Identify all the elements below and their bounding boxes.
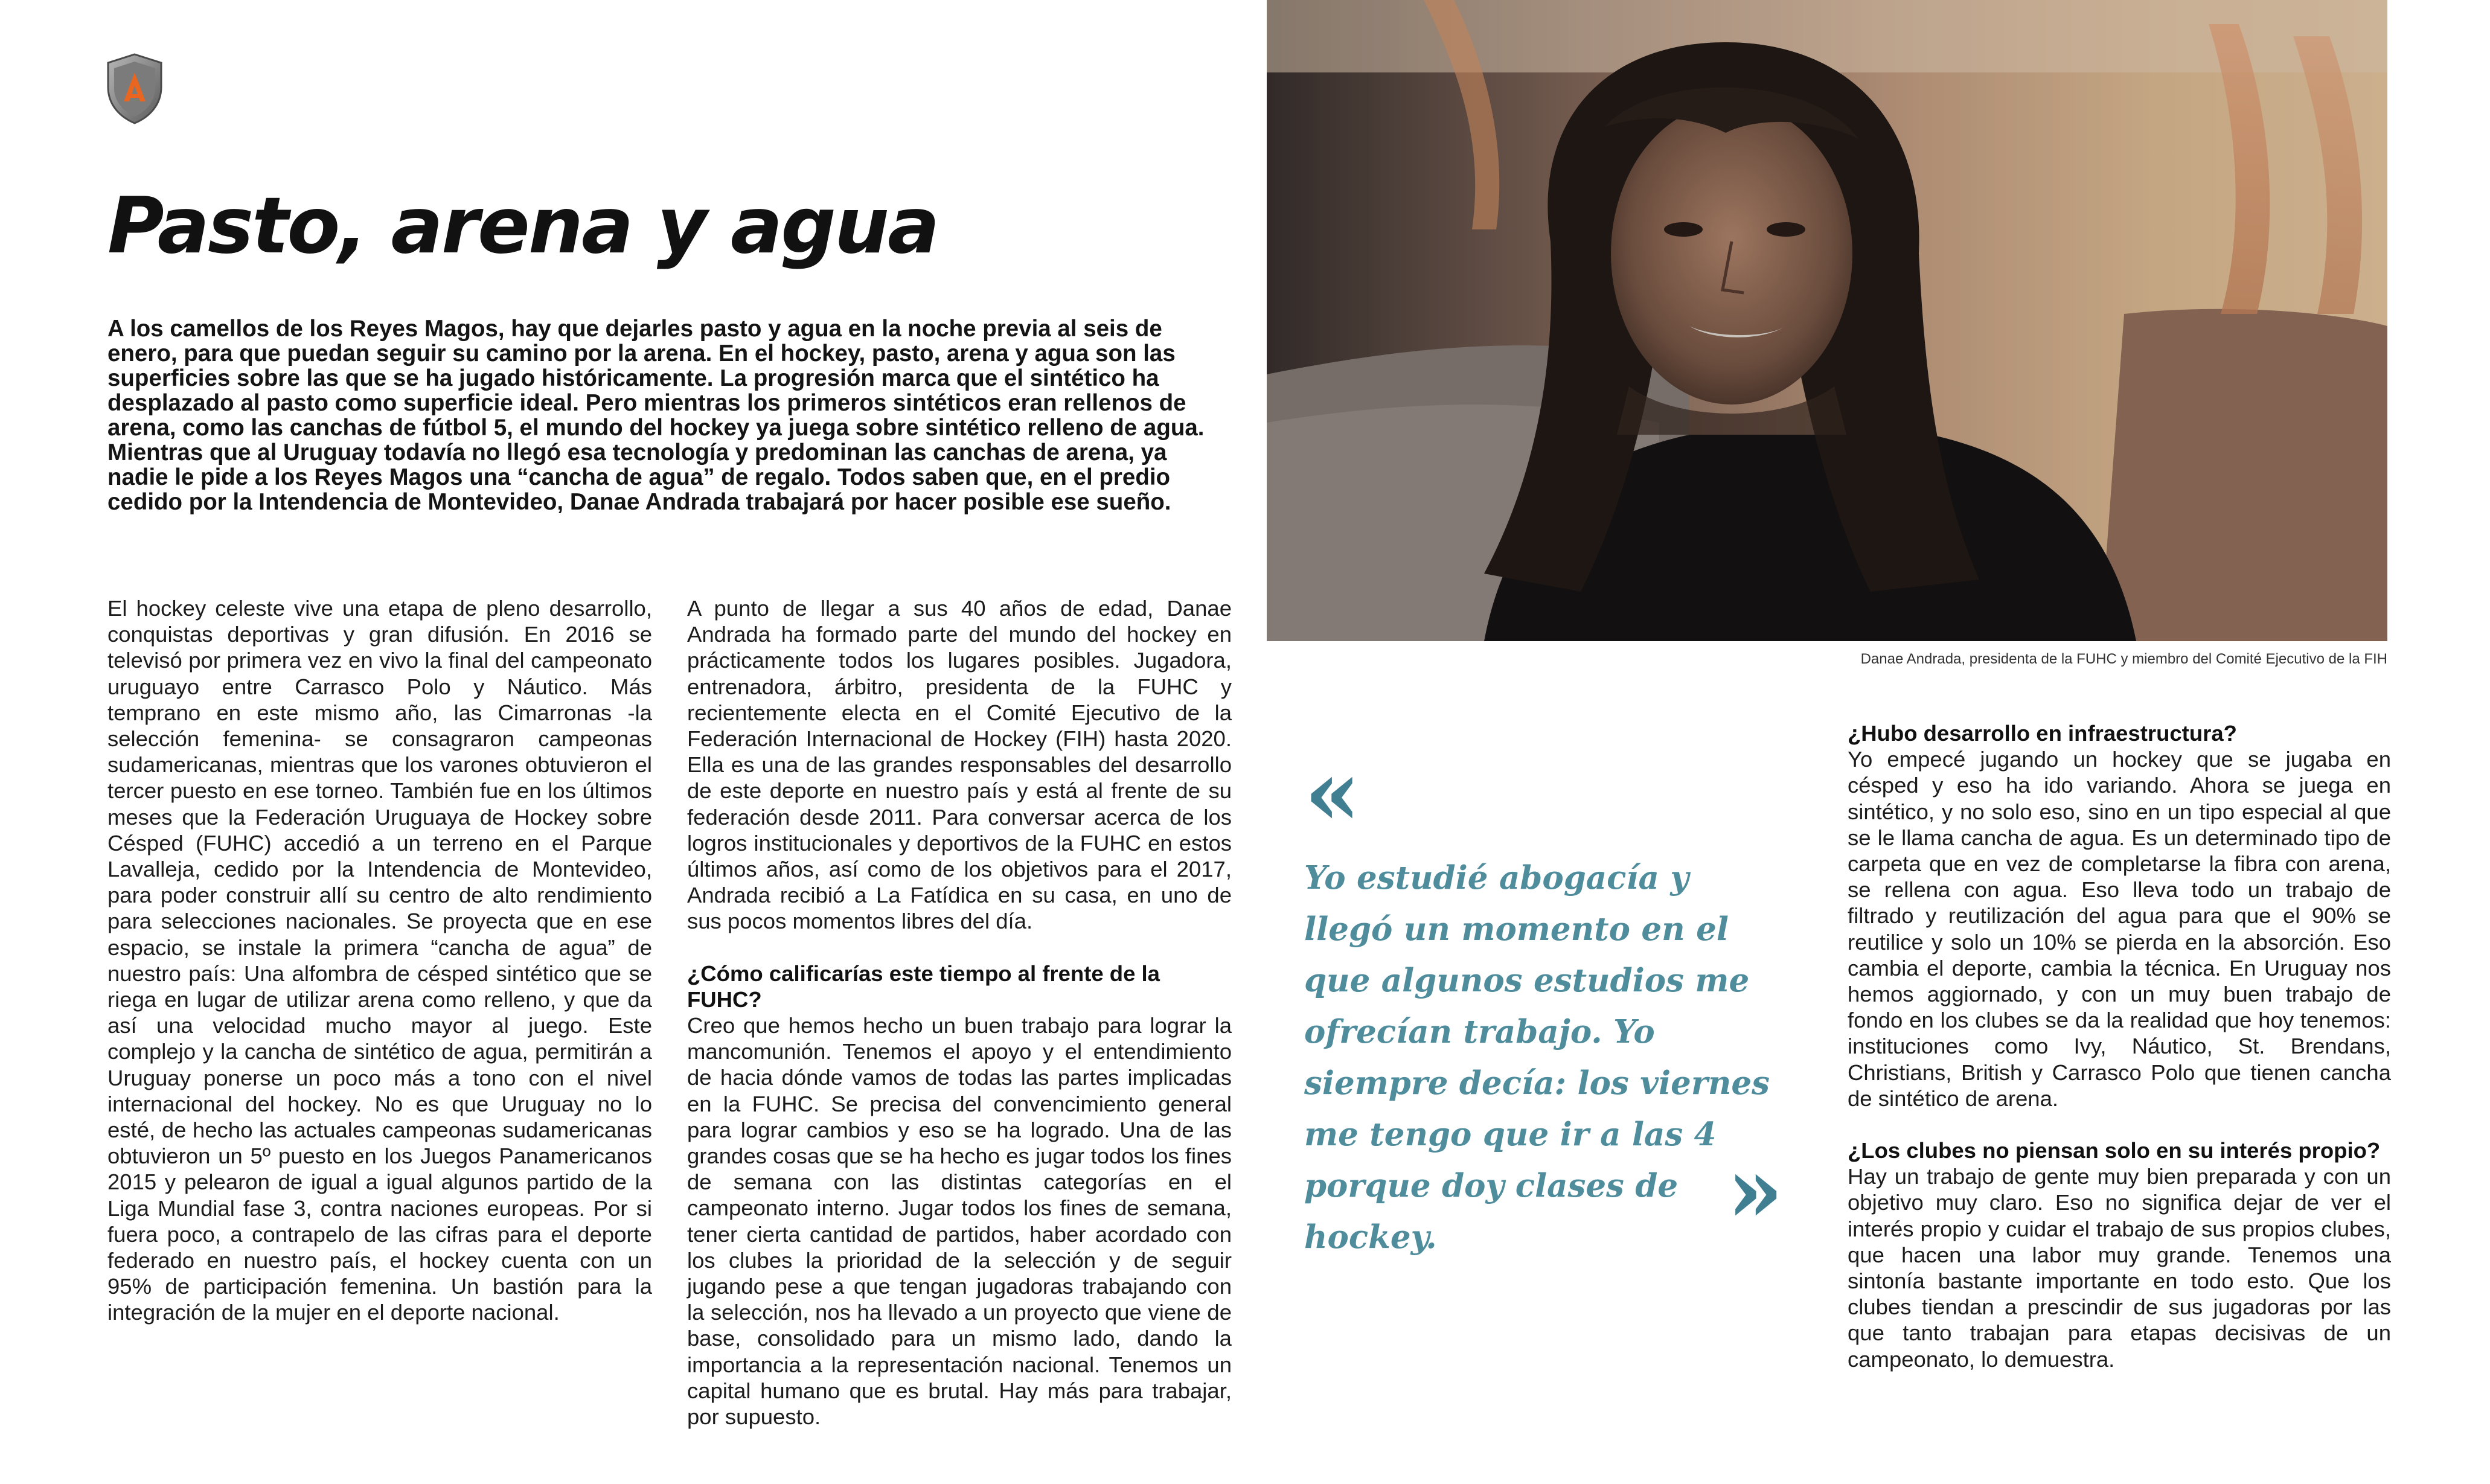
pull-quote: Yo estudié abogacía y llegó un momento en el que algunos estudios me ofrecían trabajo. Yo siempre decía: los viernes me tengo que ir a las 4 porque doy clases de hockey. (1304, 859, 1770, 1256)
interview-answer: Creo que hemos hecho un buen trabajo para lograr la mancomunión. Tenemos el apoyo y el entendimiento de hacia dónde vamos de todas las partes implicadas en la FUHC. Se precisa del convencimiento general para lograr cambios y eso se ha logrado. Una de las grandes cosas que se ha hecho es jugar todos los fines de semana con las distintas categorías en el campeonato interno. Jugar todos los fines de semana, tener cierta cantidad de partidos, haber acordado con los clubes la prioridad de la selección y de seguir jugando pese a que tengan jugadoras trabajando con la selección, nos ha llevado a un proyecto que viene de base, consolidado para un mismo lado, dando la importancia a la representación nacional. Tenemos un capital humano que es brutal. Hay más para trabajar, por supuesto. (687, 1013, 1232, 1430)
photo-caption: Danae Andrada, presidenta de la FUHC y miembro del Comité Ejecutivo de la FIH (1860, 651, 2387, 667)
body-column-2 (687, 595, 1232, 1430)
close-quote-mark: » (1727, 1137, 1784, 1243)
article-title: Pasto, arena y agua (107, 181, 938, 271)
body-paragraph: El hockey celeste vive una etapa de pleno desarrollo, conquistas deportivas y gran difusión. En 2016 se televisó por primera vez en vivo la final del campeonato uruguayo entre Carrasco Polo y Náutico. Más temprano en este mismo año, las Cimarronas -la selección femenina- se consagraron campeonas sudamericanas, mientras que los varones obtuvieron el tercer puesto en ese torneo. También fue en los últimos meses que la Federación Uruguaya de Hockey sobre Césped (FUHC) accedió a un terreno en el Parque Lavalleja, cedido por la Intendencia de Montevideo, para poder construir allí su centro de alto rendimiento para selecciones nacionales. Se proyecta que en ese espacio, se instale la primera “cancha de agua” de nuestro país: Una alfombra de césped sintético que se riega en lugar de utilizar arena como relleno, y que da así una velocidad mucho mayor al juego. Este complejo y la cancha de sintético de agua, permitirán a Uruguay ponerse un poco más a tono con el nivel internacional del hockey. No es que Uruguay no lo esté, de hecho las actuales campeonas sudamericanas obtuvieron un 5º puesto en los Juegos Panamericanos 2015 y pelearon de igual a igual algunos partido de la Liga Mundial fase 3, contra naciones europeas. Por si fuera poco, a contrapelo de las cifras para el deporte federado en nuestro país, el hockey cuenta con un 95% de participación femenina. Un bastión para la integración de la mujer en el deporte nacional. (107, 596, 652, 1325)
interview-question: ¿Hubo desarrollo en infraestructura? (1848, 721, 2237, 746)
article-lead: A los camellos de los Reyes Magos, hay que dejarles pasto y agua en la noche previa al seis de enero, para que puedan seguir su camino por la arena. En el hockey, pasto, arena y agua son las superficies sobre las que se ha jugado históricamente. La progresión marca que el sintético ha desplazado al pasto como superficie ideal. Pero mientras los primeros sintéticos eran rellenos de arena, como las canchas de fútbol 5, el mundo del hockey ya juega sobre sintético relleno de agua. Mientras que al Uruguay todavía no llegó esa tecnología y predominan las canchas de arena, ya nadie le pide a los Reyes Magos una “cancha de agua” de regalo. Todos saben que, en el predio cedido por la Intendencia de Montevideo, Danae Andrada trabajará por hacer posible ese sueño. (107, 316, 1205, 515)
portrait-image (1267, 0, 2387, 641)
body-column-1 (107, 595, 652, 1326)
interview-question: ¿Los clubes no piensan solo en su interés propio? (1848, 1138, 2381, 1163)
portrait-photo (1267, 0, 2387, 641)
interview-answer: Yo empecé jugando un hockey que se jugaba en césped y eso ha ido variando. Ahora se juega en sintético, y no solo eso, sino en un tipo especial al que se le llama cancha de agua. Es un determinado tipo de carpeta que en vez de completarse la fibra con arena, se rellena con agua. Eso lleva todo un trabajo de filtrado y reutilización del agua para que el 90% se reutilice y solo un 10% se pierda en la absorción. Eso cambia el deporte, cambia la técnica. En Uruguay nos hemos aggiornado, y con un muy buen trabajo de fondo en los clubes se da la realidad que hoy tenemos: instituciones como Ivy, Náutico, St. Brendans, Christians, British y Carrasco Polo que tienen cancha de sintético de arena. (1848, 747, 2391, 1111)
open-quote-mark: « (1304, 740, 1361, 846)
shield-logo-icon (106, 53, 164, 124)
body-column-4 (1848, 720, 2391, 1372)
interview-answer: Hay un trabajo de gente muy bien preparada y con un objetivo muy claro. Eso no significa dejar de ver el interés propio y cuidar el trabajo de sus propios clubes, que hacen una labor muy grande. Tenemos una sintonía bastante importante en todo esto. Que los clubes tiendan a prescindir de sus jugadoras por las que tanto trabajan para etapas decisivas de un campeonato, lo demuestra. (1848, 1164, 2391, 1372)
interview-question: ¿Cómo calificarías este tiempo al frente de la FUHC? (687, 961, 1160, 1012)
body-paragraph: A punto de llegar a sus 40 años de edad, Danae Andrada ha formado parte del mundo del hockey en prácticamente todos los lugares posibles. Jugadora, entrenadora, árbitro, presidenta de la FUHC y recientemente electa en el Comité Ejecutivo de la Federación Internacional de Hockey (FIH) hasta 2020. Ella es una de las grandes responsables del desarrollo de este deporte en nuestro país y está al frente de su federación desde 2011. Para conversar acerca de los logros institucionales y deportivos de la FUHC en estos últimos años, así como de los objetivos para el 2017, Andrada recibió a La Fatídica en su casa, en uno de sus pocos momentos libres del día. (687, 596, 1232, 934)
publication-logo (106, 53, 164, 124)
